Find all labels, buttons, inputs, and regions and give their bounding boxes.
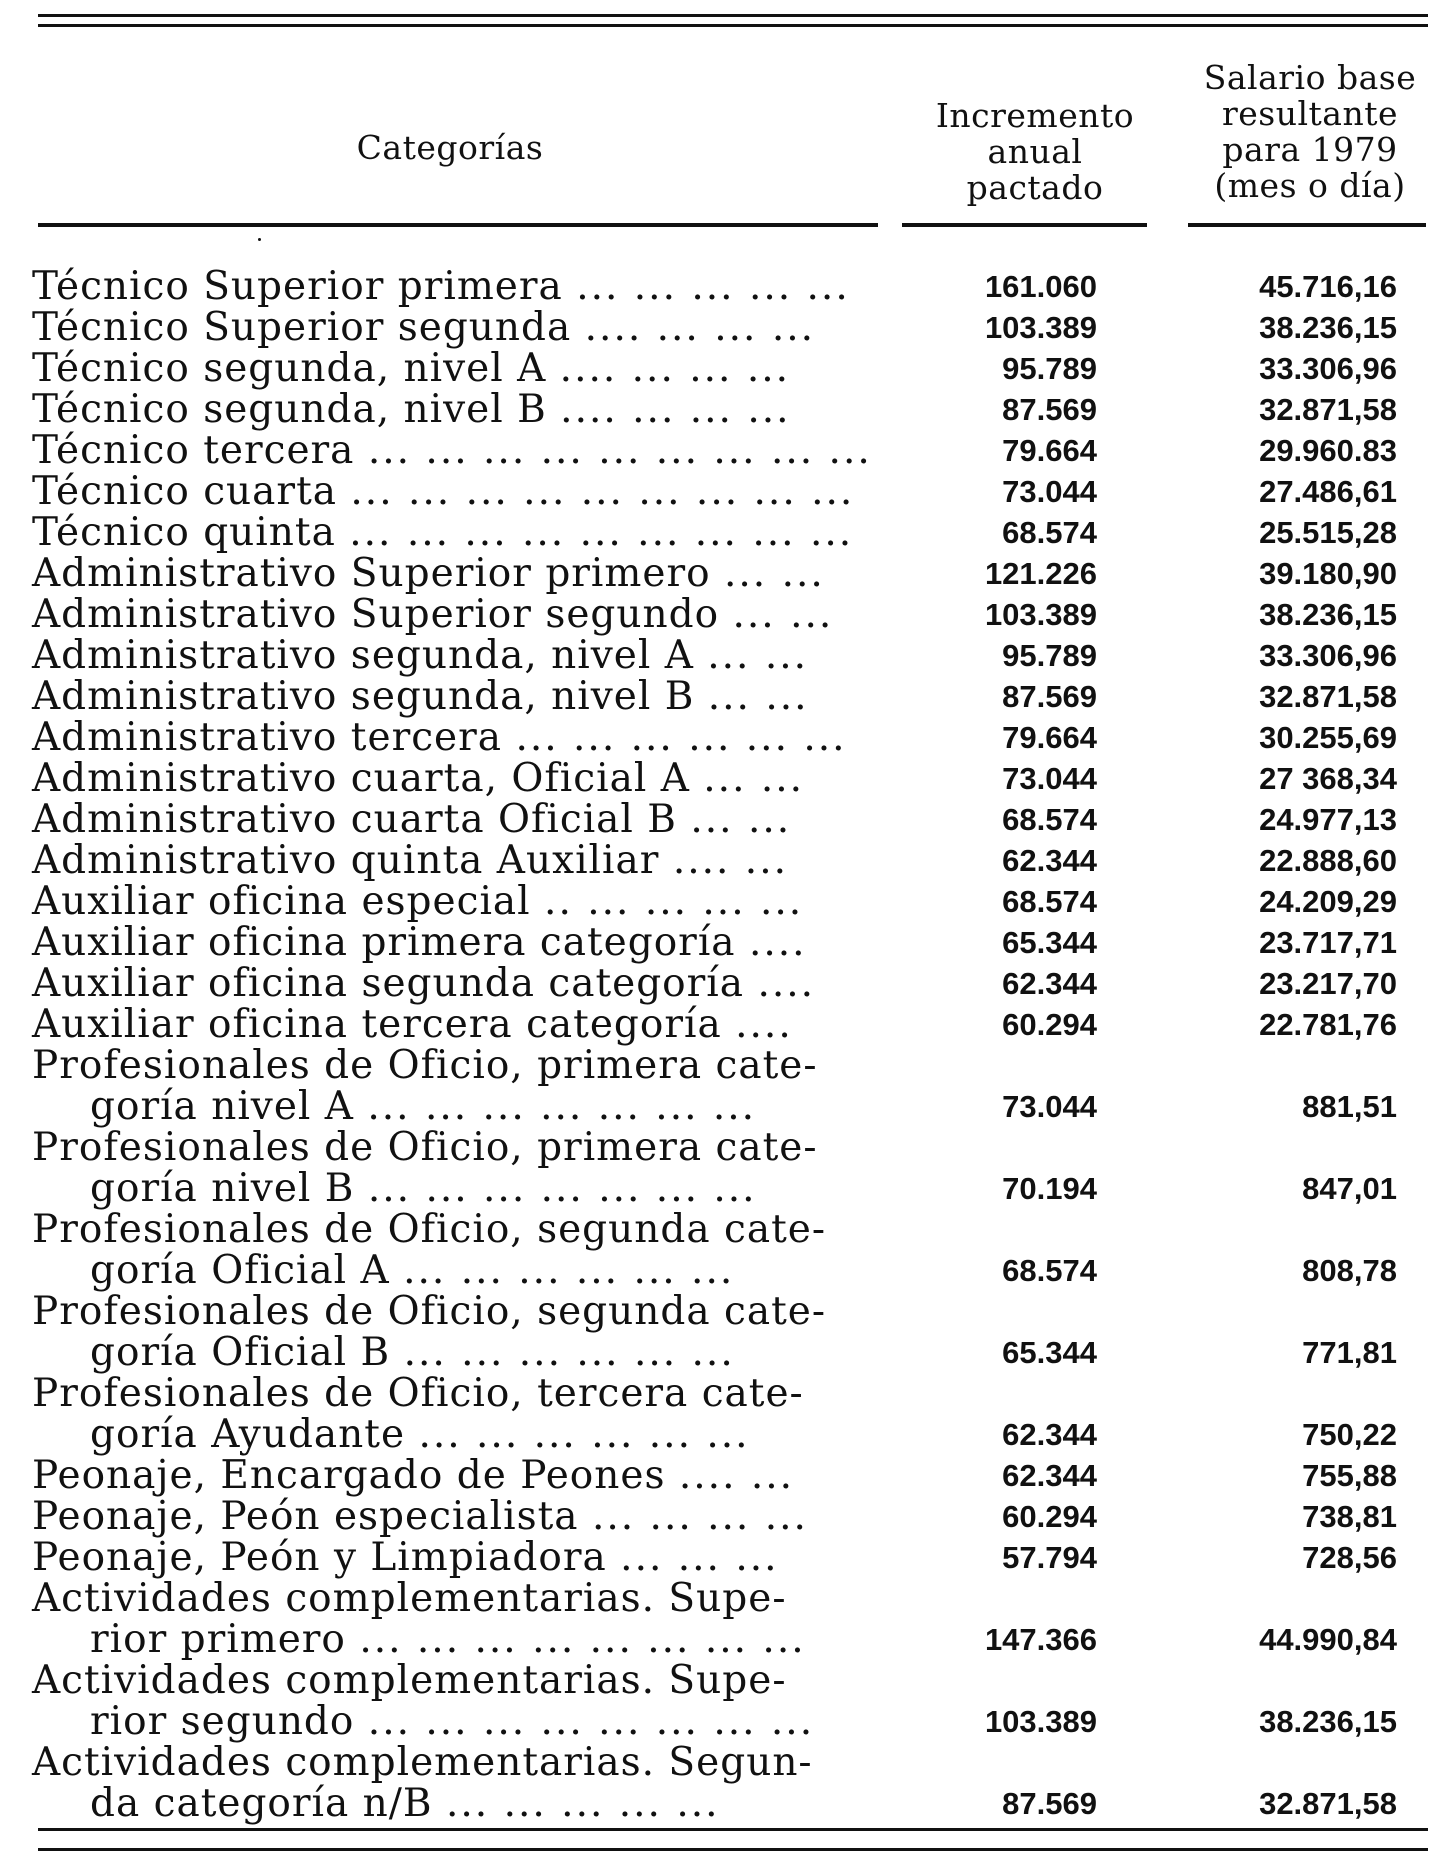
header-incremento bbox=[895, 98, 1175, 206]
salario-cell: 38.236,15 bbox=[1259, 1704, 1397, 1739]
dot-leader: ... ... ... ... ... ... ... bbox=[367, 1084, 757, 1129]
dot-leader: .... bbox=[748, 920, 807, 965]
category-cell bbox=[32, 717, 868, 758]
category-label: da categoría n/B bbox=[90, 1781, 433, 1826]
dot-leader: ... ... ... ... ... ... ... ... bbox=[359, 1617, 806, 1662]
category-cell bbox=[32, 512, 868, 553]
incremento-cell: 60.294 bbox=[1002, 1007, 1097, 1042]
table-row bbox=[0, 1537, 1452, 1578]
category-label: Peonaje, Peón y Limpiadora bbox=[32, 1535, 607, 1580]
dot-leader: ... ... ... ... ... bbox=[576, 264, 850, 309]
table-row bbox=[0, 1578, 1452, 1660]
category-label: goría Oficial A bbox=[90, 1248, 390, 1293]
category-text bbox=[32, 553, 868, 594]
header-tick-mark bbox=[258, 238, 261, 241]
category-label: Técnico cuarta bbox=[32, 469, 337, 514]
table-row bbox=[0, 512, 1452, 553]
incremento-cell: 95.789 bbox=[1002, 638, 1097, 673]
category-text bbox=[32, 1701, 868, 1742]
category-label: Auxiliar oficina especial bbox=[32, 879, 531, 924]
dot-leader: ... ... bbox=[707, 633, 809, 678]
dot-leader: ... ... ... bbox=[620, 1535, 779, 1580]
category-label: Auxiliar oficina primera categoría bbox=[32, 920, 736, 965]
table-row bbox=[0, 758, 1452, 799]
dot-leader: ... ... bbox=[703, 756, 805, 801]
incremento-cell: 60.294 bbox=[1002, 1499, 1097, 1534]
category-cell bbox=[32, 881, 868, 922]
table-row bbox=[0, 1291, 1452, 1373]
category-text bbox=[32, 963, 868, 1004]
category-text: Actividades complementarias. Segun- bbox=[32, 1740, 813, 1785]
category-label: Administrativo segunda, nivel A bbox=[32, 633, 694, 678]
category-label: Administrativo Superior primero bbox=[32, 551, 711, 596]
salario-cell: 38.236,15 bbox=[1259, 310, 1397, 345]
salario-cell: 27 368,34 bbox=[1259, 761, 1397, 796]
salario-cell: 881,51 bbox=[1302, 1089, 1397, 1124]
bottom-rule-1 bbox=[38, 1828, 1428, 1831]
dot-leader: ... ... ... ... ... bbox=[446, 1781, 720, 1826]
incremento-cell: 70.194 bbox=[1002, 1171, 1097, 1206]
incremento-cell: 87.569 bbox=[1002, 679, 1097, 714]
table-row bbox=[0, 348, 1452, 389]
category-text bbox=[32, 1332, 868, 1373]
salario-cell: 22.781,76 bbox=[1259, 1007, 1397, 1042]
dot-leader: ... ... ... ... ... ... ... ... ... bbox=[350, 469, 855, 514]
header-salario-line: resultante bbox=[1221, 94, 1399, 133]
category-label: Técnico segunda, nivel B bbox=[32, 387, 547, 432]
header-incremento-line: anual bbox=[987, 132, 1083, 171]
table-row bbox=[0, 1045, 1452, 1127]
dot-leader: ... ... bbox=[690, 797, 792, 842]
dot-leader: ... ... bbox=[724, 551, 825, 596]
salario-cell: 24.209,29 bbox=[1259, 884, 1397, 919]
category-cell bbox=[32, 1537, 868, 1578]
category-label: Técnico Superior segunda bbox=[32, 305, 572, 350]
incremento-cell: 161.060 bbox=[984, 269, 1097, 304]
dot-leader: ... ... ... ... ... ... ... ... bbox=[367, 1699, 815, 1744]
category-cell bbox=[32, 1496, 868, 1537]
table-row bbox=[0, 635, 1452, 676]
table-row bbox=[0, 389, 1452, 430]
category-text bbox=[32, 881, 868, 922]
category-cell bbox=[32, 389, 868, 430]
incremento-cell: 57.794 bbox=[1002, 1540, 1097, 1575]
dot-leader: ... ... ... ... ... ... ... bbox=[367, 1166, 757, 1211]
dot-leader: .... bbox=[757, 961, 816, 1006]
table-row bbox=[0, 594, 1452, 635]
salario-cell: 24.977,13 bbox=[1259, 802, 1397, 837]
incremento-cell: 73.044 bbox=[1002, 474, 1097, 509]
incremento-cell: 103.389 bbox=[984, 310, 1097, 345]
table-row bbox=[0, 1209, 1452, 1291]
incremento-cell: 68.574 bbox=[1002, 515, 1097, 550]
table-row bbox=[0, 1455, 1452, 1496]
salario-cell: 27.486,61 bbox=[1259, 474, 1397, 509]
table-row bbox=[0, 1742, 1452, 1824]
category-text bbox=[32, 1537, 868, 1578]
category-cell bbox=[32, 1373, 868, 1455]
category-text bbox=[32, 1004, 868, 1045]
category-label: Administrativo Superior segundo bbox=[32, 592, 720, 637]
category-label: Técnico tercera bbox=[32, 428, 355, 473]
category-text bbox=[32, 840, 868, 881]
category-cell bbox=[32, 1127, 868, 1209]
salario-cell: 38.236,15 bbox=[1259, 597, 1397, 632]
category-text bbox=[32, 758, 868, 799]
category-text: Profesionales de Oficio, segunda cate- bbox=[32, 1289, 827, 1334]
category-cell bbox=[32, 594, 868, 635]
table-row bbox=[0, 471, 1452, 512]
incremento-cell: 87.569 bbox=[1002, 392, 1097, 427]
table-row bbox=[0, 1660, 1452, 1742]
table-row bbox=[0, 881, 1452, 922]
incremento-cell: 79.664 bbox=[1002, 433, 1097, 468]
category-text bbox=[32, 922, 868, 963]
header-rule-categorias bbox=[38, 223, 878, 227]
dot-leader: ... ... ... ... ... ... ... ... ... bbox=[367, 428, 872, 473]
dot-leader: ... ... bbox=[707, 674, 809, 719]
category-label: rior segundo bbox=[90, 1699, 355, 1744]
table-row bbox=[0, 1004, 1452, 1045]
category-label: goría nivel B bbox=[90, 1166, 355, 1211]
category-text bbox=[32, 266, 868, 307]
category-cell bbox=[32, 553, 868, 594]
category-cell bbox=[32, 1455, 868, 1496]
table-row bbox=[0, 266, 1452, 307]
category-text bbox=[32, 1250, 868, 1291]
salario-cell: 771,81 bbox=[1302, 1335, 1397, 1370]
incremento-cell: 73.044 bbox=[1002, 761, 1097, 796]
table-row bbox=[0, 840, 1452, 881]
category-text: Profesionales de Oficio, primera cate- bbox=[32, 1043, 818, 1088]
category-label: Administrativo tercera bbox=[32, 715, 503, 760]
salario-cell: 33.306,96 bbox=[1259, 351, 1397, 386]
category-label: goría Ayudante bbox=[90, 1412, 406, 1457]
header-rule-salario bbox=[1188, 223, 1426, 227]
category-label: Auxiliar oficina segunda categoría bbox=[32, 961, 745, 1006]
category-cell bbox=[32, 635, 868, 676]
category-cell bbox=[32, 348, 868, 389]
incremento-cell: 62.344 bbox=[1002, 966, 1097, 1001]
salario-cell: 728,56 bbox=[1302, 1540, 1397, 1575]
incremento-cell: 95.789 bbox=[1002, 351, 1097, 386]
category-label: Peonaje, Encargado de Peones bbox=[32, 1453, 666, 1498]
dot-leader: .... ... ... ... bbox=[559, 346, 791, 391]
category-cell bbox=[32, 758, 868, 799]
table-row bbox=[0, 799, 1452, 840]
category-text bbox=[32, 717, 868, 758]
dot-leader: ... ... ... ... ... ... bbox=[403, 1248, 735, 1293]
category-text bbox=[32, 512, 868, 553]
category-cell bbox=[32, 1291, 868, 1373]
incremento-cell: 79.664 bbox=[1002, 720, 1097, 755]
dot-leader: ... ... ... ... ... ... bbox=[418, 1412, 750, 1457]
category-text bbox=[32, 1086, 868, 1127]
category-label: Auxiliar oficina tercera categoría bbox=[32, 1002, 722, 1047]
dot-leader: ... ... bbox=[732, 592, 834, 637]
incremento-cell: 73.044 bbox=[1002, 1089, 1097, 1124]
category-text: Profesionales de Oficio, segunda cate- bbox=[32, 1207, 827, 1252]
table-row bbox=[0, 1373, 1452, 1455]
header-salario bbox=[1175, 60, 1445, 204]
incremento-cell: 121.226 bbox=[984, 556, 1097, 591]
category-cell bbox=[32, 471, 868, 512]
category-label: Administrativo cuarta, Oficial A bbox=[32, 756, 690, 801]
category-label: rior primero bbox=[90, 1617, 346, 1662]
top-rule-2 bbox=[38, 24, 1428, 27]
category-cell bbox=[32, 1209, 868, 1291]
dot-leader: ... ... ... ... ... ... bbox=[515, 715, 847, 760]
salario-cell: 847,01 bbox=[1302, 1171, 1397, 1206]
dot-leader: .... ... ... ... bbox=[560, 387, 791, 432]
salario-cell: 32.871,58 bbox=[1259, 679, 1397, 714]
header-rule-incremento bbox=[902, 223, 1147, 227]
category-label: Técnico Superior primera bbox=[32, 264, 563, 309]
table-row bbox=[0, 553, 1452, 594]
table-row bbox=[0, 430, 1452, 471]
category-text bbox=[32, 1619, 868, 1660]
incremento-cell: 68.574 bbox=[1002, 802, 1097, 837]
dot-leader: ... ... ... ... ... ... bbox=[403, 1330, 735, 1375]
dot-leader: .... ... bbox=[672, 838, 788, 883]
dot-leader: .... ... bbox=[678, 1453, 795, 1498]
category-cell bbox=[32, 1578, 868, 1660]
incremento-cell: 62.344 bbox=[1002, 1417, 1097, 1452]
table-row bbox=[0, 717, 1452, 758]
category-text bbox=[32, 676, 868, 717]
dot-leader: ... ... ... ... bbox=[591, 1494, 808, 1539]
category-cell bbox=[32, 676, 868, 717]
salario-cell: 22.888,60 bbox=[1259, 843, 1397, 878]
salario-cell: 25.515,28 bbox=[1259, 515, 1397, 550]
category-cell bbox=[32, 1045, 868, 1127]
salario-cell: 755,88 bbox=[1302, 1458, 1397, 1493]
category-text bbox=[32, 799, 868, 840]
category-text: Actividades complementarias. Supe- bbox=[32, 1576, 787, 1621]
top-rule-1 bbox=[38, 14, 1428, 17]
dot-leader: .... bbox=[735, 1002, 793, 1047]
salario-cell: 23.217,70 bbox=[1259, 966, 1397, 1001]
salario-cell: 738,81 bbox=[1302, 1499, 1397, 1534]
table-row bbox=[0, 676, 1452, 717]
category-label: Administrativo segunda, nivel B bbox=[32, 674, 695, 719]
category-label: Administrativo quinta Auxiliar bbox=[32, 838, 660, 883]
category-cell bbox=[32, 840, 868, 881]
salario-cell: 39.180,90 bbox=[1259, 556, 1397, 591]
category-cell bbox=[32, 266, 868, 307]
salario-cell: 750,22 bbox=[1302, 1417, 1397, 1452]
category-text bbox=[32, 1168, 868, 1209]
header-incremento-line: Incremento bbox=[935, 96, 1135, 135]
incremento-cell: 62.344 bbox=[1002, 1458, 1097, 1493]
salario-cell: 30.255,69 bbox=[1259, 720, 1397, 755]
category-text bbox=[32, 635, 868, 676]
category-text: Profesionales de Oficio, primera cate- bbox=[32, 1125, 818, 1170]
category-label: Técnico quinta bbox=[32, 510, 336, 555]
header-salario-line: para 1979 bbox=[1222, 130, 1398, 169]
category-label: goría Oficial B bbox=[90, 1330, 391, 1375]
salario-cell: 23.717,71 bbox=[1259, 925, 1397, 960]
category-text bbox=[32, 1455, 868, 1496]
incremento-cell: 147.366 bbox=[984, 1622, 1097, 1657]
category-text bbox=[32, 348, 868, 389]
incremento-cell: 65.344 bbox=[1002, 925, 1097, 960]
header-categorias: Categorías bbox=[356, 128, 544, 167]
category-cell bbox=[32, 1004, 868, 1045]
incremento-cell: 103.389 bbox=[984, 1704, 1097, 1739]
dot-leader: .. ... ... ... ... bbox=[544, 879, 804, 924]
salario-cell: 808,78 bbox=[1302, 1253, 1397, 1288]
table-row bbox=[0, 1496, 1452, 1537]
salario-cell: 45.716,16 bbox=[1259, 269, 1397, 304]
salario-cell: 32.871,58 bbox=[1259, 1786, 1397, 1821]
salario-cell: 33.306,96 bbox=[1259, 638, 1397, 673]
salario-cell: 44.990,84 bbox=[1259, 1622, 1397, 1657]
category-cell bbox=[32, 1660, 868, 1742]
incremento-cell: 62.344 bbox=[1002, 843, 1097, 878]
category-cell bbox=[32, 922, 868, 963]
dot-leader: .... ... ... ... bbox=[584, 305, 816, 350]
incremento-cell: 103.389 bbox=[984, 597, 1097, 632]
category-cell bbox=[32, 307, 868, 348]
category-cell bbox=[32, 428, 872, 473]
incremento-cell: 68.574 bbox=[1002, 1253, 1097, 1288]
salary-table bbox=[0, 266, 1452, 1824]
header-salario-line: (mes o día) bbox=[1214, 166, 1406, 205]
table-row bbox=[0, 307, 1452, 348]
dot-leader: ... ... ... ... ... ... ... ... ... bbox=[349, 510, 854, 555]
category-cell bbox=[32, 799, 868, 840]
category-cell bbox=[32, 963, 868, 1004]
table-row bbox=[0, 963, 1452, 1004]
category-text: Actividades complementarias. Supe- bbox=[32, 1658, 787, 1703]
incremento-cell: 68.574 bbox=[1002, 884, 1097, 919]
header-incremento-line: pactado bbox=[966, 168, 1104, 207]
category-label: Administrativo cuarta Oficial B bbox=[32, 797, 677, 842]
category-text bbox=[32, 1496, 868, 1537]
category-text bbox=[32, 428, 872, 473]
salario-cell: 32.871,58 bbox=[1259, 392, 1397, 427]
bottom-rule-2 bbox=[38, 1848, 1428, 1851]
incremento-cell: 87.569 bbox=[1002, 1786, 1097, 1821]
category-label: goría nivel A bbox=[90, 1084, 354, 1129]
category-text bbox=[32, 1414, 868, 1455]
table-row bbox=[0, 922, 1452, 963]
category-cell bbox=[32, 1742, 868, 1824]
category-text bbox=[32, 471, 868, 512]
table-row bbox=[0, 1127, 1452, 1209]
header-salario-line: Salario base bbox=[1203, 58, 1417, 97]
category-label: Peonaje, Peón especialista bbox=[32, 1494, 579, 1539]
category-text bbox=[32, 307, 868, 348]
category-label: Técnico segunda, nivel A bbox=[32, 346, 547, 391]
incremento-cell: 65.344 bbox=[1002, 1335, 1097, 1370]
category-text bbox=[32, 389, 868, 430]
category-text: Profesionales de Oficio, tercera cate- bbox=[32, 1371, 804, 1416]
category-text bbox=[32, 1783, 868, 1824]
category-text bbox=[32, 594, 868, 635]
salario-cell: 29.960.83 bbox=[1259, 433, 1397, 468]
